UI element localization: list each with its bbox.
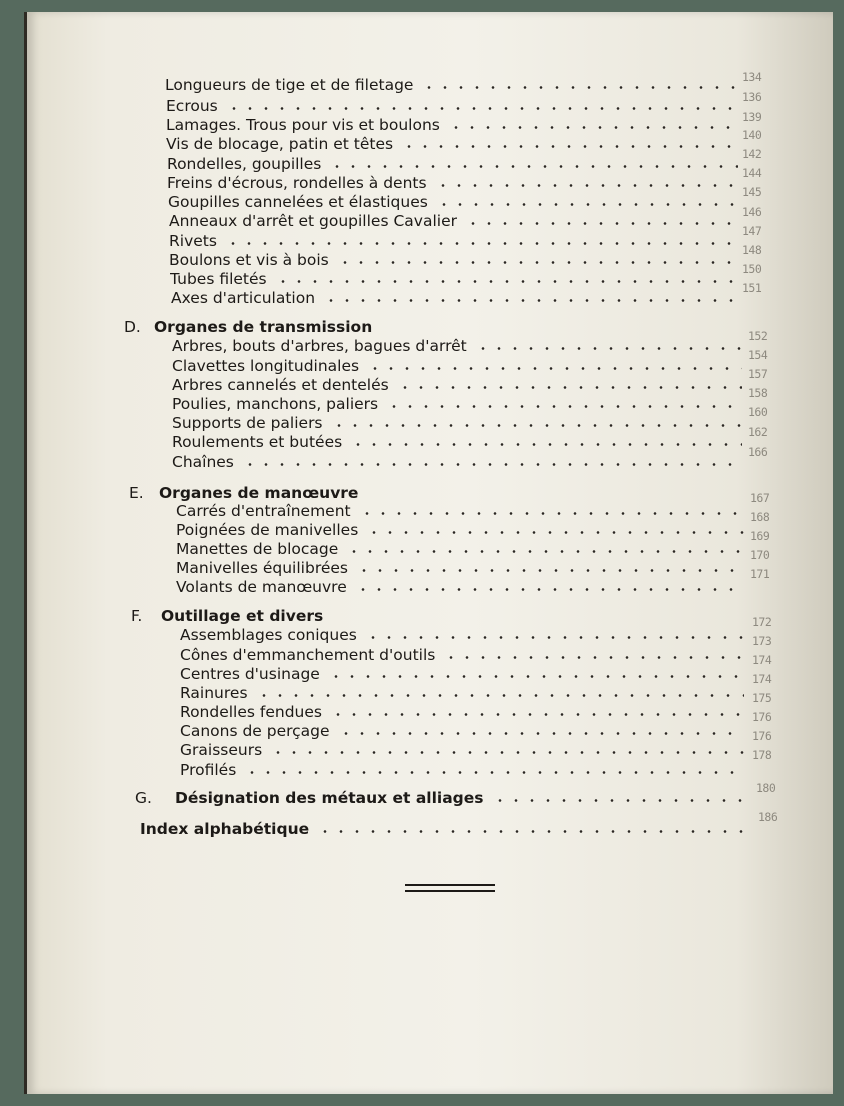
toc-entry[interactable] [169, 251, 738, 270]
toc-entry[interactable] [169, 212, 738, 231]
page-number: 175 [752, 691, 772, 705]
entry-title: Freins d'écrous, rondelles à dents [167, 174, 427, 192]
toc-entry[interactable] [180, 626, 744, 645]
toc-entry[interactable] [172, 357, 742, 376]
dot-leader [323, 289, 738, 308]
dot-leader [331, 414, 742, 433]
dot-leader [367, 357, 742, 376]
page-number: 136 [742, 90, 762, 104]
dot-leader [386, 395, 742, 414]
toc-entry[interactable] [172, 414, 742, 433]
entry-title: Ecrous [166, 97, 218, 115]
entry-title: Supports de paliers [172, 414, 323, 432]
section-title: Outillage et divers [161, 607, 324, 625]
page-number: 180 [756, 781, 776, 795]
entry-title: Volants de manœuvre [176, 578, 347, 596]
page-number: 151 [742, 281, 762, 295]
toc-entry[interactable] [167, 155, 738, 174]
dot-leader [317, 820, 746, 839]
closing-rule [405, 890, 495, 892]
page-number: 146 [742, 205, 762, 219]
page-number: 162 [748, 425, 768, 439]
page-number: 158 [748, 386, 768, 400]
toc-entry[interactable] [180, 684, 744, 703]
page-number: 160 [748, 405, 768, 419]
entry-title: Roulements et butées [172, 433, 343, 451]
section-title: Organes de manœuvre [159, 484, 359, 502]
entry-title: Longueurs de tige et de filetage [165, 76, 414, 94]
entry-title: Arbres cannelés et dentelés [172, 376, 389, 394]
dot-leader [356, 559, 744, 578]
entry-title: Cônes d'emmanchement d'outils [180, 646, 436, 664]
entry-title: Anneaux d'arrêt et goupilles Cavalier [169, 212, 457, 230]
entry-title: Carrés d'entraînement [176, 502, 351, 520]
page-number: 134 [742, 70, 762, 84]
entry-title: Lamages. Trous pour vis et boulons [166, 116, 440, 134]
section-letter: E. [129, 484, 144, 502]
toc-entry[interactable] [180, 646, 744, 665]
toc-entry[interactable] [172, 376, 742, 395]
page-number: 147 [742, 224, 762, 238]
entry-title: Tubes filetés [170, 270, 267, 288]
entry-title: Profilés [180, 761, 237, 779]
page-number: 174 [752, 672, 772, 686]
toc-entry[interactable] [176, 559, 744, 578]
toc-entry[interactable] [180, 722, 744, 741]
section-heading [124, 318, 372, 337]
section-g-entry[interactable] [135, 789, 744, 808]
page-number: 152 [748, 329, 768, 343]
toc-entry[interactable] [176, 521, 744, 540]
dot-leader [244, 761, 744, 780]
section-letter: G. [135, 789, 152, 807]
dot-leader [359, 502, 744, 521]
dot-leader [443, 646, 744, 665]
page-number: 166 [748, 445, 768, 459]
dot-leader [329, 155, 738, 174]
page-number: 172 [752, 615, 772, 629]
dot-leader [242, 453, 742, 472]
entry-title: Rainures [180, 684, 248, 702]
toc-entry[interactable] [172, 433, 742, 452]
toc-entry[interactable] [176, 578, 744, 597]
toc-entry[interactable] [170, 270, 738, 289]
page-number: 142 [742, 147, 762, 161]
toc-entry[interactable] [172, 395, 742, 414]
page-number: 145 [742, 185, 762, 199]
entry-title: Graisseurs [180, 741, 263, 759]
page-number: 154 [748, 348, 768, 362]
toc-entry[interactable] [176, 502, 744, 521]
dot-leader [346, 540, 744, 559]
page-number: 168 [750, 510, 770, 524]
page-number: 157 [748, 367, 768, 381]
toc-entry[interactable] [166, 97, 738, 116]
entry-title: Axes d'articulation [171, 289, 316, 307]
dot-leader [436, 193, 738, 212]
page-number: 140 [742, 128, 762, 142]
toc-entry[interactable] [180, 761, 744, 780]
section-letter: F. [131, 607, 143, 625]
dot-leader [401, 135, 738, 154]
dot-leader [256, 684, 744, 703]
page-number: 171 [750, 567, 770, 581]
dot-leader [492, 789, 744, 808]
section-title: Organes de transmission [154, 318, 373, 336]
toc-entry[interactable] [180, 703, 744, 722]
dot-leader [350, 433, 742, 452]
toc-entry[interactable] [165, 76, 738, 95]
toc-entry[interactable] [172, 337, 742, 356]
page-number: 178 [752, 748, 772, 762]
entry-title: Manettes de blocage [176, 540, 339, 558]
entry-title: Canons de perçage [180, 722, 330, 740]
dot-leader [397, 376, 742, 395]
entry-title: Vis de blocage, patin et têtes [166, 135, 394, 153]
section-letter: D. [124, 318, 141, 336]
dot-leader [475, 337, 742, 356]
section-heading [129, 484, 358, 503]
dot-leader [421, 76, 738, 95]
dot-leader [355, 578, 744, 597]
page-number: 169 [750, 529, 770, 543]
entry-title: Rondelles, goupilles [167, 155, 322, 173]
page-number: 173 [752, 634, 772, 648]
toc-entry[interactable] [171, 289, 738, 308]
entry-title: Rondelles fendues [180, 703, 322, 721]
dot-leader [448, 116, 738, 135]
toc-entry[interactable] [176, 540, 744, 559]
dot-leader [275, 270, 738, 289]
dot-leader [328, 665, 744, 684]
entry-title: Poignées de manivelles [176, 521, 359, 539]
entry-title: Boulons et vis à bois [169, 251, 329, 269]
entry-title: Arbres, bouts d'arbres, bagues d'arrêt [172, 337, 467, 355]
dot-leader [226, 97, 738, 116]
page-number: 148 [742, 243, 762, 257]
page-number: 167 [750, 491, 770, 505]
page-number: 186 [758, 810, 778, 824]
toc-entry[interactable] [180, 741, 744, 760]
dot-leader [465, 212, 738, 231]
page-number: 174 [752, 653, 772, 667]
entry-title: Poulies, manchons, paliers [172, 395, 379, 413]
toc-entry[interactable] [172, 453, 742, 472]
section-title: Désignation des métaux et alliages [175, 789, 484, 807]
index-entry[interactable] [140, 820, 746, 839]
page-number: 144 [742, 166, 762, 180]
page-number: 176 [752, 729, 772, 743]
page-number: 170 [750, 548, 770, 562]
closing-rule [405, 884, 495, 886]
entry-title: Chaînes [172, 453, 234, 471]
entry-title: Centres d'usinage [180, 665, 320, 683]
dot-leader [366, 521, 744, 540]
dot-leader [337, 251, 738, 270]
dot-leader [225, 232, 738, 251]
toc-entry[interactable] [168, 193, 738, 212]
toc-entry[interactable] [166, 116, 738, 135]
section-heading [131, 607, 323, 626]
entry-title: Manivelles équilibrées [176, 559, 348, 577]
toc-entry[interactable] [167, 174, 738, 193]
dot-leader [435, 174, 738, 193]
toc-entry[interactable] [169, 232, 738, 251]
dot-leader [338, 722, 744, 741]
page-number: 150 [742, 262, 762, 276]
toc-entry[interactable] [166, 135, 738, 154]
dot-leader [365, 626, 744, 645]
page-number: 139 [742, 110, 762, 124]
entry-title: Rivets [169, 232, 217, 250]
toc-entry[interactable] [180, 665, 744, 684]
index-title: Index alphabétique [140, 820, 310, 838]
dot-leader [270, 741, 744, 760]
dot-leader [330, 703, 744, 722]
entry-title: Assemblages coniques [180, 626, 357, 644]
page-number: 176 [752, 710, 772, 724]
entry-title: Clavettes longitudinales [172, 357, 360, 375]
entry-title: Goupilles cannelées et élastiques [168, 193, 428, 211]
